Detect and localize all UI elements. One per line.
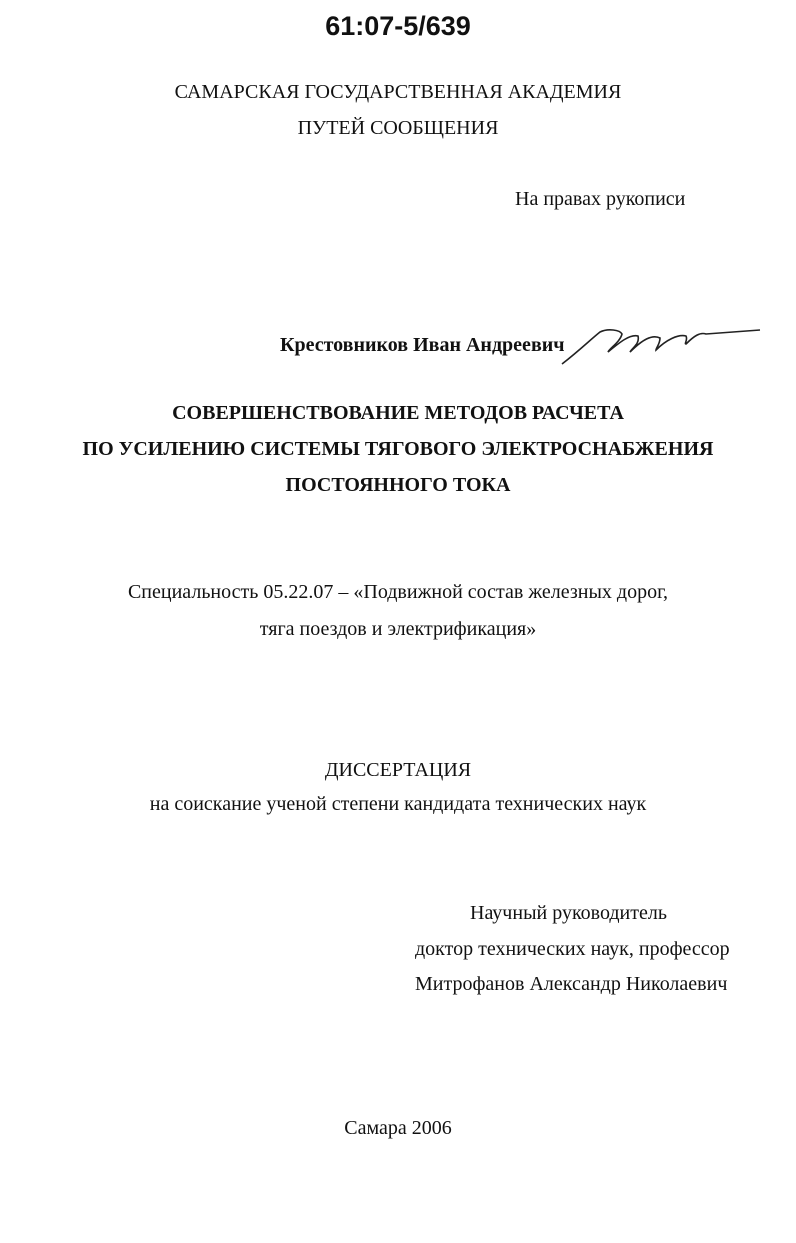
supervisor-label: Научный руководитель — [470, 902, 667, 924]
degree-line: на соискание ученой степени кандидата технических наук — [149, 793, 647, 815]
specialty-line-2: тяга поездов и электрификация» — [259, 618, 537, 640]
document-type: ДИССЕРТАЦИЯ — [324, 759, 472, 781]
title-line-3: ПОСТОЯННОГО ТОКА — [285, 474, 511, 496]
institution-line-2: ПУТЕЙ СООБЩЕНИЯ — [297, 117, 499, 139]
title-line-2: ПО УСИЛЕНИЮ СИСТЕМЫ ТЯГОВОГО ЭЛЕКТРОСНАБЖЕНИЯ — [82, 438, 714, 460]
place-year: Самара 2006 — [344, 1117, 452, 1139]
title-line-1: СОВЕРШЕНСТВОВАНИЕ МЕТОДОВ РАСЧЕТА — [172, 402, 624, 424]
archive-code: 61:07-5/639 — [325, 11, 471, 41]
author-name: Крестовников Иван Андреевич — [280, 334, 565, 356]
supervisor-name: Митрофанов Александр Николаевич — [415, 973, 728, 995]
specialty-line-1: Специальность 05.22.07 – «Подвижной состав железных дорог, — [127, 581, 669, 603]
manuscript-note: На правах рукописи — [515, 188, 686, 210]
institution-line-1: САМАРСКАЯ ГОСУДАРСТВЕННАЯ АКАДЕМИЯ — [174, 81, 622, 103]
supervisor-degree: доктор технических наук, профессор — [415, 938, 730, 960]
signature — [560, 320, 770, 370]
